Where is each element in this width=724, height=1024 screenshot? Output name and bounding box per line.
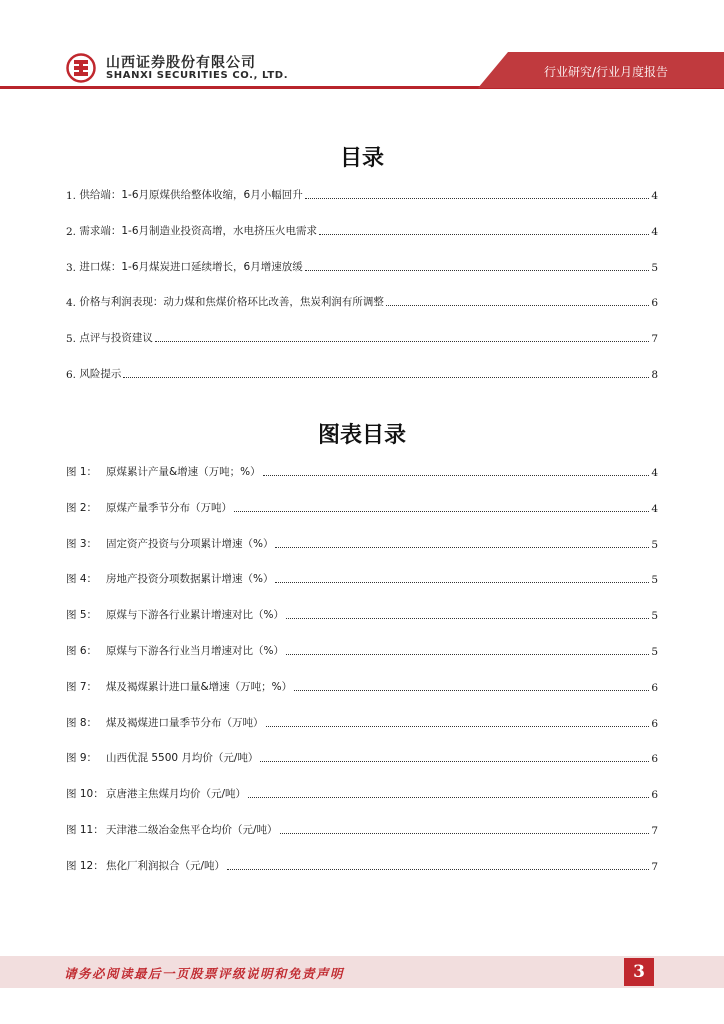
figure-item-label: 煤及褐煤进口量季节分布（万吨） xyxy=(106,717,264,729)
toc-item[interactable] xyxy=(66,258,658,274)
toc-item-label: 风险提示 xyxy=(79,368,122,380)
toc-item-page: 8 xyxy=(651,369,658,381)
figure-item-page: 5 xyxy=(651,574,658,586)
toc-item-page: 6 xyxy=(651,297,658,309)
figure-item[interactable] xyxy=(66,785,658,801)
figure-item-number: 图 9： xyxy=(66,752,98,764)
toc-item-page: 4 xyxy=(651,190,658,202)
figure-item-number: 图 2： xyxy=(66,502,98,514)
dot-leader xyxy=(286,617,649,619)
figure-item-page: 6 xyxy=(651,753,658,765)
toc-item[interactable] xyxy=(66,186,658,202)
figure-item-number: 图 11： xyxy=(66,824,104,836)
dot-leader xyxy=(263,474,650,476)
toc-item[interactable] xyxy=(66,329,658,345)
figure-item[interactable] xyxy=(66,714,658,730)
toc-item-page: 5 xyxy=(651,262,658,274)
figure-item-number: 图 6： xyxy=(66,645,98,657)
figure-item-label: 房地产投资分项数据累计增速（%） xyxy=(106,573,274,585)
figure-item-number: 图 12： xyxy=(66,860,104,872)
figure-item-label: 原煤产量季节分布（万吨） xyxy=(106,502,232,514)
dot-leader xyxy=(260,760,649,762)
toc-item-number: 6. xyxy=(66,369,77,381)
page-number: 3 xyxy=(624,958,654,986)
toc-item-label: 价格与利润表现：动力煤和焦煤价格环比改善，焦炭利润有所调整 xyxy=(79,296,384,308)
figure-item[interactable] xyxy=(66,499,658,515)
figure-item-number: 图 8： xyxy=(66,717,98,729)
figure-item-page: 4 xyxy=(651,503,658,515)
toc-title: 目录 xyxy=(339,146,384,171)
toc-item-label: 进口煤：1-6月煤炭进口延续增长，6月增速放缓 xyxy=(79,261,303,273)
dot-leader xyxy=(294,689,649,691)
figure-item-page: 5 xyxy=(651,610,658,622)
figure-item[interactable] xyxy=(66,749,658,765)
figure-item-label: 原煤与下游各行业当月增速对比（%） xyxy=(106,645,284,657)
figure-item-page: 6 xyxy=(651,682,658,694)
figure-item-number: 图 7： xyxy=(66,681,98,693)
figure-item-label: 固定资产投资与分项累计增速（%） xyxy=(106,538,274,550)
toc-item[interactable] xyxy=(66,222,658,238)
toc-item-label: 供给端：1-6月原煤供给整体收缩，6月小幅回升 xyxy=(79,189,303,201)
figure-item-label: 原煤与下游各行业累计增速对比（%） xyxy=(106,609,284,621)
dot-leader xyxy=(234,510,649,512)
figure-item-label: 山西优混 5500 月均价（元/吨） xyxy=(106,752,259,764)
company-name-en: SHANXI SECURITIES CO., LTD. xyxy=(106,70,289,81)
figure-item-label: 京唐港主焦煤月均价（元/吨） xyxy=(106,788,247,800)
toc-item[interactable] xyxy=(66,293,658,309)
dot-leader xyxy=(227,868,649,870)
figure-item[interactable] xyxy=(66,606,658,622)
report-type: 行业研究/行业月度报告 xyxy=(543,65,668,79)
figure-item-number: 图 3： xyxy=(66,538,98,550)
figure-item[interactable] xyxy=(66,642,658,658)
figure-item[interactable] xyxy=(66,857,658,873)
toc-item-label: 点评与投资建议 xyxy=(79,332,153,344)
figure-item[interactable] xyxy=(66,570,658,586)
toc-item-page: 7 xyxy=(651,333,658,345)
figure-item-page: 7 xyxy=(651,861,658,873)
figure-item[interactable] xyxy=(66,463,658,479)
toc-item-number: 1. xyxy=(66,190,77,202)
figure-item[interactable] xyxy=(66,678,658,694)
disclaimer-text: 请务必阅读最后一页股票评级说明和免责声明 xyxy=(64,966,345,981)
dot-leader xyxy=(155,340,649,342)
toc-item-number: 4. xyxy=(66,297,77,309)
company-name-cn: 山西证券股份有限公司 xyxy=(106,55,256,71)
dot-leader xyxy=(275,581,649,583)
figure-item[interactable] xyxy=(66,535,658,551)
dot-leader xyxy=(123,376,649,378)
figure-item[interactable] xyxy=(66,821,658,837)
figure-item-page: 5 xyxy=(651,646,658,658)
figure-item-label: 原煤累计产量&增速（万吨；%） xyxy=(106,466,261,478)
dot-leader xyxy=(305,197,650,199)
dot-leader xyxy=(305,269,650,271)
toc-item-label: 需求端：1-6月制造业投资高增，水电挤压火电需求 xyxy=(79,225,318,237)
figure-item-number: 图 5： xyxy=(66,609,98,621)
dot-leader xyxy=(386,304,649,306)
toc-item-number: 3. xyxy=(66,262,77,274)
figure-item-number: 图 1： xyxy=(66,466,98,478)
page-header xyxy=(0,0,724,100)
figure-item-page: 6 xyxy=(651,789,658,801)
dot-leader xyxy=(275,546,649,548)
dot-leader xyxy=(319,233,649,235)
toc-item-number: 5. xyxy=(66,333,77,345)
dot-leader xyxy=(266,725,650,727)
toc-item[interactable] xyxy=(66,365,658,381)
figure-item-page: 4 xyxy=(651,467,658,479)
figure-item-page: 7 xyxy=(651,825,658,837)
figure-item-label: 天津港二级冶金焦平仓均价（元/吨） xyxy=(106,824,278,836)
toc-item-number: 2. xyxy=(66,226,77,238)
dot-leader xyxy=(286,653,649,655)
figure-item-label: 煤及褐煤累计进口量&增速（万吨；%） xyxy=(106,681,293,693)
dot-leader xyxy=(280,832,650,834)
figure-item-page: 6 xyxy=(651,718,658,730)
dot-leader xyxy=(248,796,649,798)
toc-item-page: 4 xyxy=(651,226,658,238)
figure-item-label: 焦化厂利润拟合（元/吨） xyxy=(106,860,226,872)
company-logo-icon xyxy=(66,53,96,83)
figure-item-number: 图 4： xyxy=(66,573,98,585)
figure-item-number: 图 10： xyxy=(66,788,104,800)
figures-title: 图表目录 xyxy=(317,423,406,448)
figure-item-page: 5 xyxy=(651,539,658,551)
